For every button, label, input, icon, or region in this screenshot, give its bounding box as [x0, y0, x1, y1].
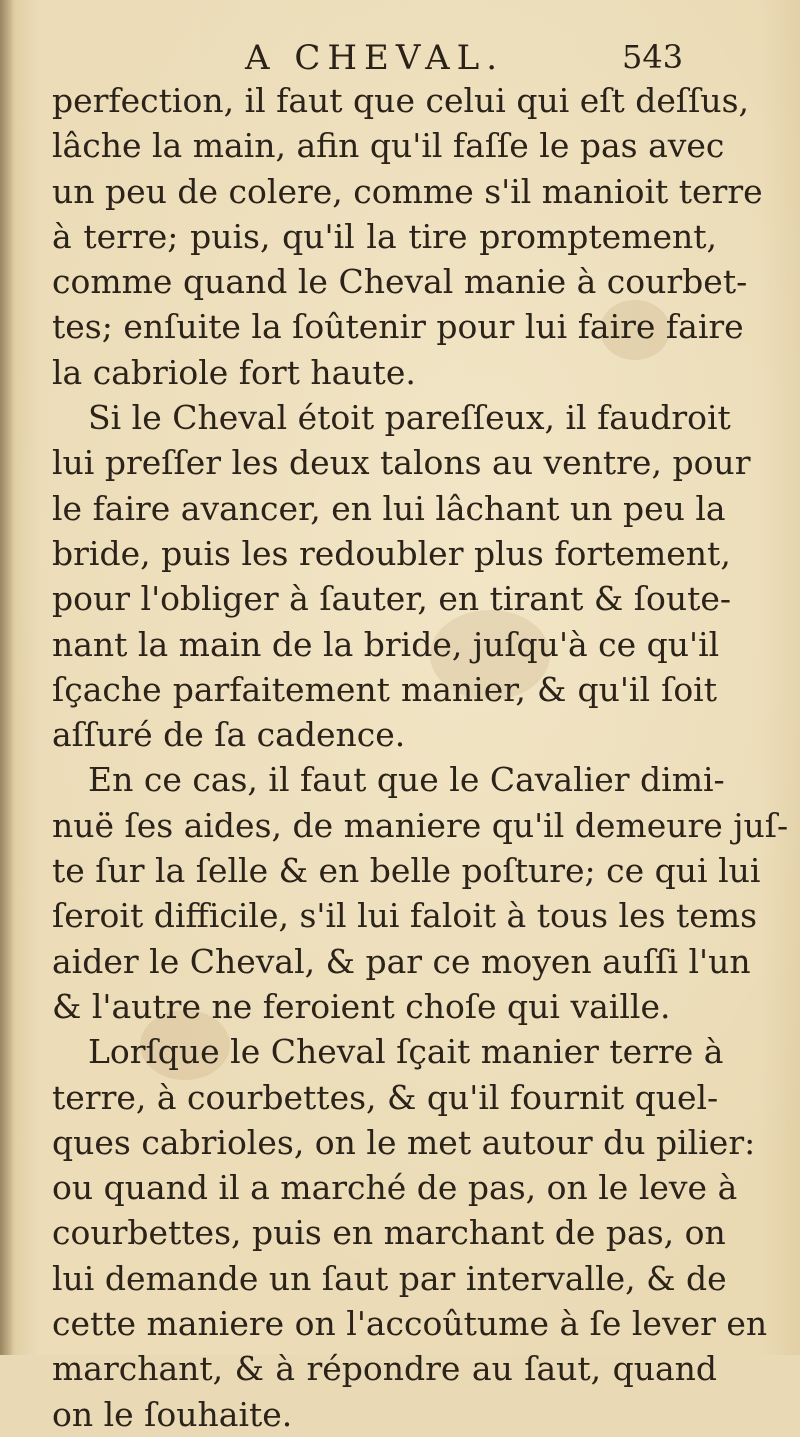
text-line: courbettes, puis en marchant de pas, on — [52, 1213, 726, 1253]
text-line: lui preſſer les deux talons au ventre, pour — [52, 443, 751, 483]
text-line: comme quand le Cheval manie à courbet- — [52, 262, 748, 302]
body-text — [52, 78, 789, 1437]
paragraph — [52, 78, 763, 395]
text-line: bride, puis les redoubler plus fortement, — [52, 533, 731, 573]
text-line: lâche la main, afin qu'il faſſe le pas avec — [52, 126, 725, 166]
text-line: aſſuré de ſa cadence. — [52, 715, 406, 755]
text-line: on le ſouhaite. — [52, 1394, 293, 1434]
text-line: un peu de colere, comme s'il manioit terre — [52, 171, 763, 211]
text-line: marchant, & à répondre au ſaut, quand — [52, 1349, 717, 1389]
text-line: En ce cas, il faut que le Cavalier dimi- — [88, 760, 725, 800]
paragraph — [52, 757, 789, 1029]
text-line: ques cabrioles, on le met autour du pilier: — [52, 1122, 756, 1162]
text-line: Lorſque le Cheval ſçait manier terre à — [88, 1032, 724, 1072]
text-line: tes; enſuite la ſoûtenir pour lui faire faire — [52, 307, 744, 347]
text-line: cette maniere on l'accoûtume à ſe lever en — [52, 1304, 768, 1344]
text-line: nuë ſes aides, de maniere qu'il demeure juſ- — [52, 805, 789, 845]
text-line: terre, à courbettes, & qu'il fournit quel- — [52, 1077, 719, 1117]
text-line: le faire avancer, en lui lâchant un peu la — [52, 488, 726, 528]
text-line: perfection, il faut que celui qui eſt deſſus, — [52, 81, 749, 120]
text-line: aider le Cheval, & par ce moyen auſſi l'un — [52, 941, 751, 981]
text-line: & l'autre ne feroient choſe qui vaille. — [52, 986, 671, 1026]
text-line: te ſur la ſelle & en belle poſture; ce qui lui — [52, 851, 761, 891]
paragraph — [52, 1029, 768, 1437]
text-line: Si le Cheval étoit pareſſeux, il faudroit — [88, 398, 731, 438]
text-line: lui demande un ſaut par intervalle, & de — [52, 1258, 727, 1298]
running-head-title: A CHEVAL. — [245, 38, 505, 78]
text-line: ou quand il a marché de pas, on le leve à — [52, 1168, 738, 1208]
paragraph — [52, 395, 751, 757]
binding-gutter-shadow — [0, 0, 14, 1355]
text-line: ſçache parfaitement manier, & qu'il ſoit — [52, 669, 717, 709]
page-number: 543 — [622, 38, 684, 76]
text-line: ſeroit difficile, s'il lui faloit à tous les tems — [52, 896, 758, 936]
text-line: la cabriole fort haute. — [52, 352, 416, 392]
text-line: pour l'obliger à ſauter, en tirant & ſoute- — [52, 579, 732, 619]
text-line: à terre; puis, qu'il la tire promptement, — [52, 216, 717, 256]
text-line: nant la main de la bride, juſqu'à ce qu'il — [52, 624, 720, 664]
